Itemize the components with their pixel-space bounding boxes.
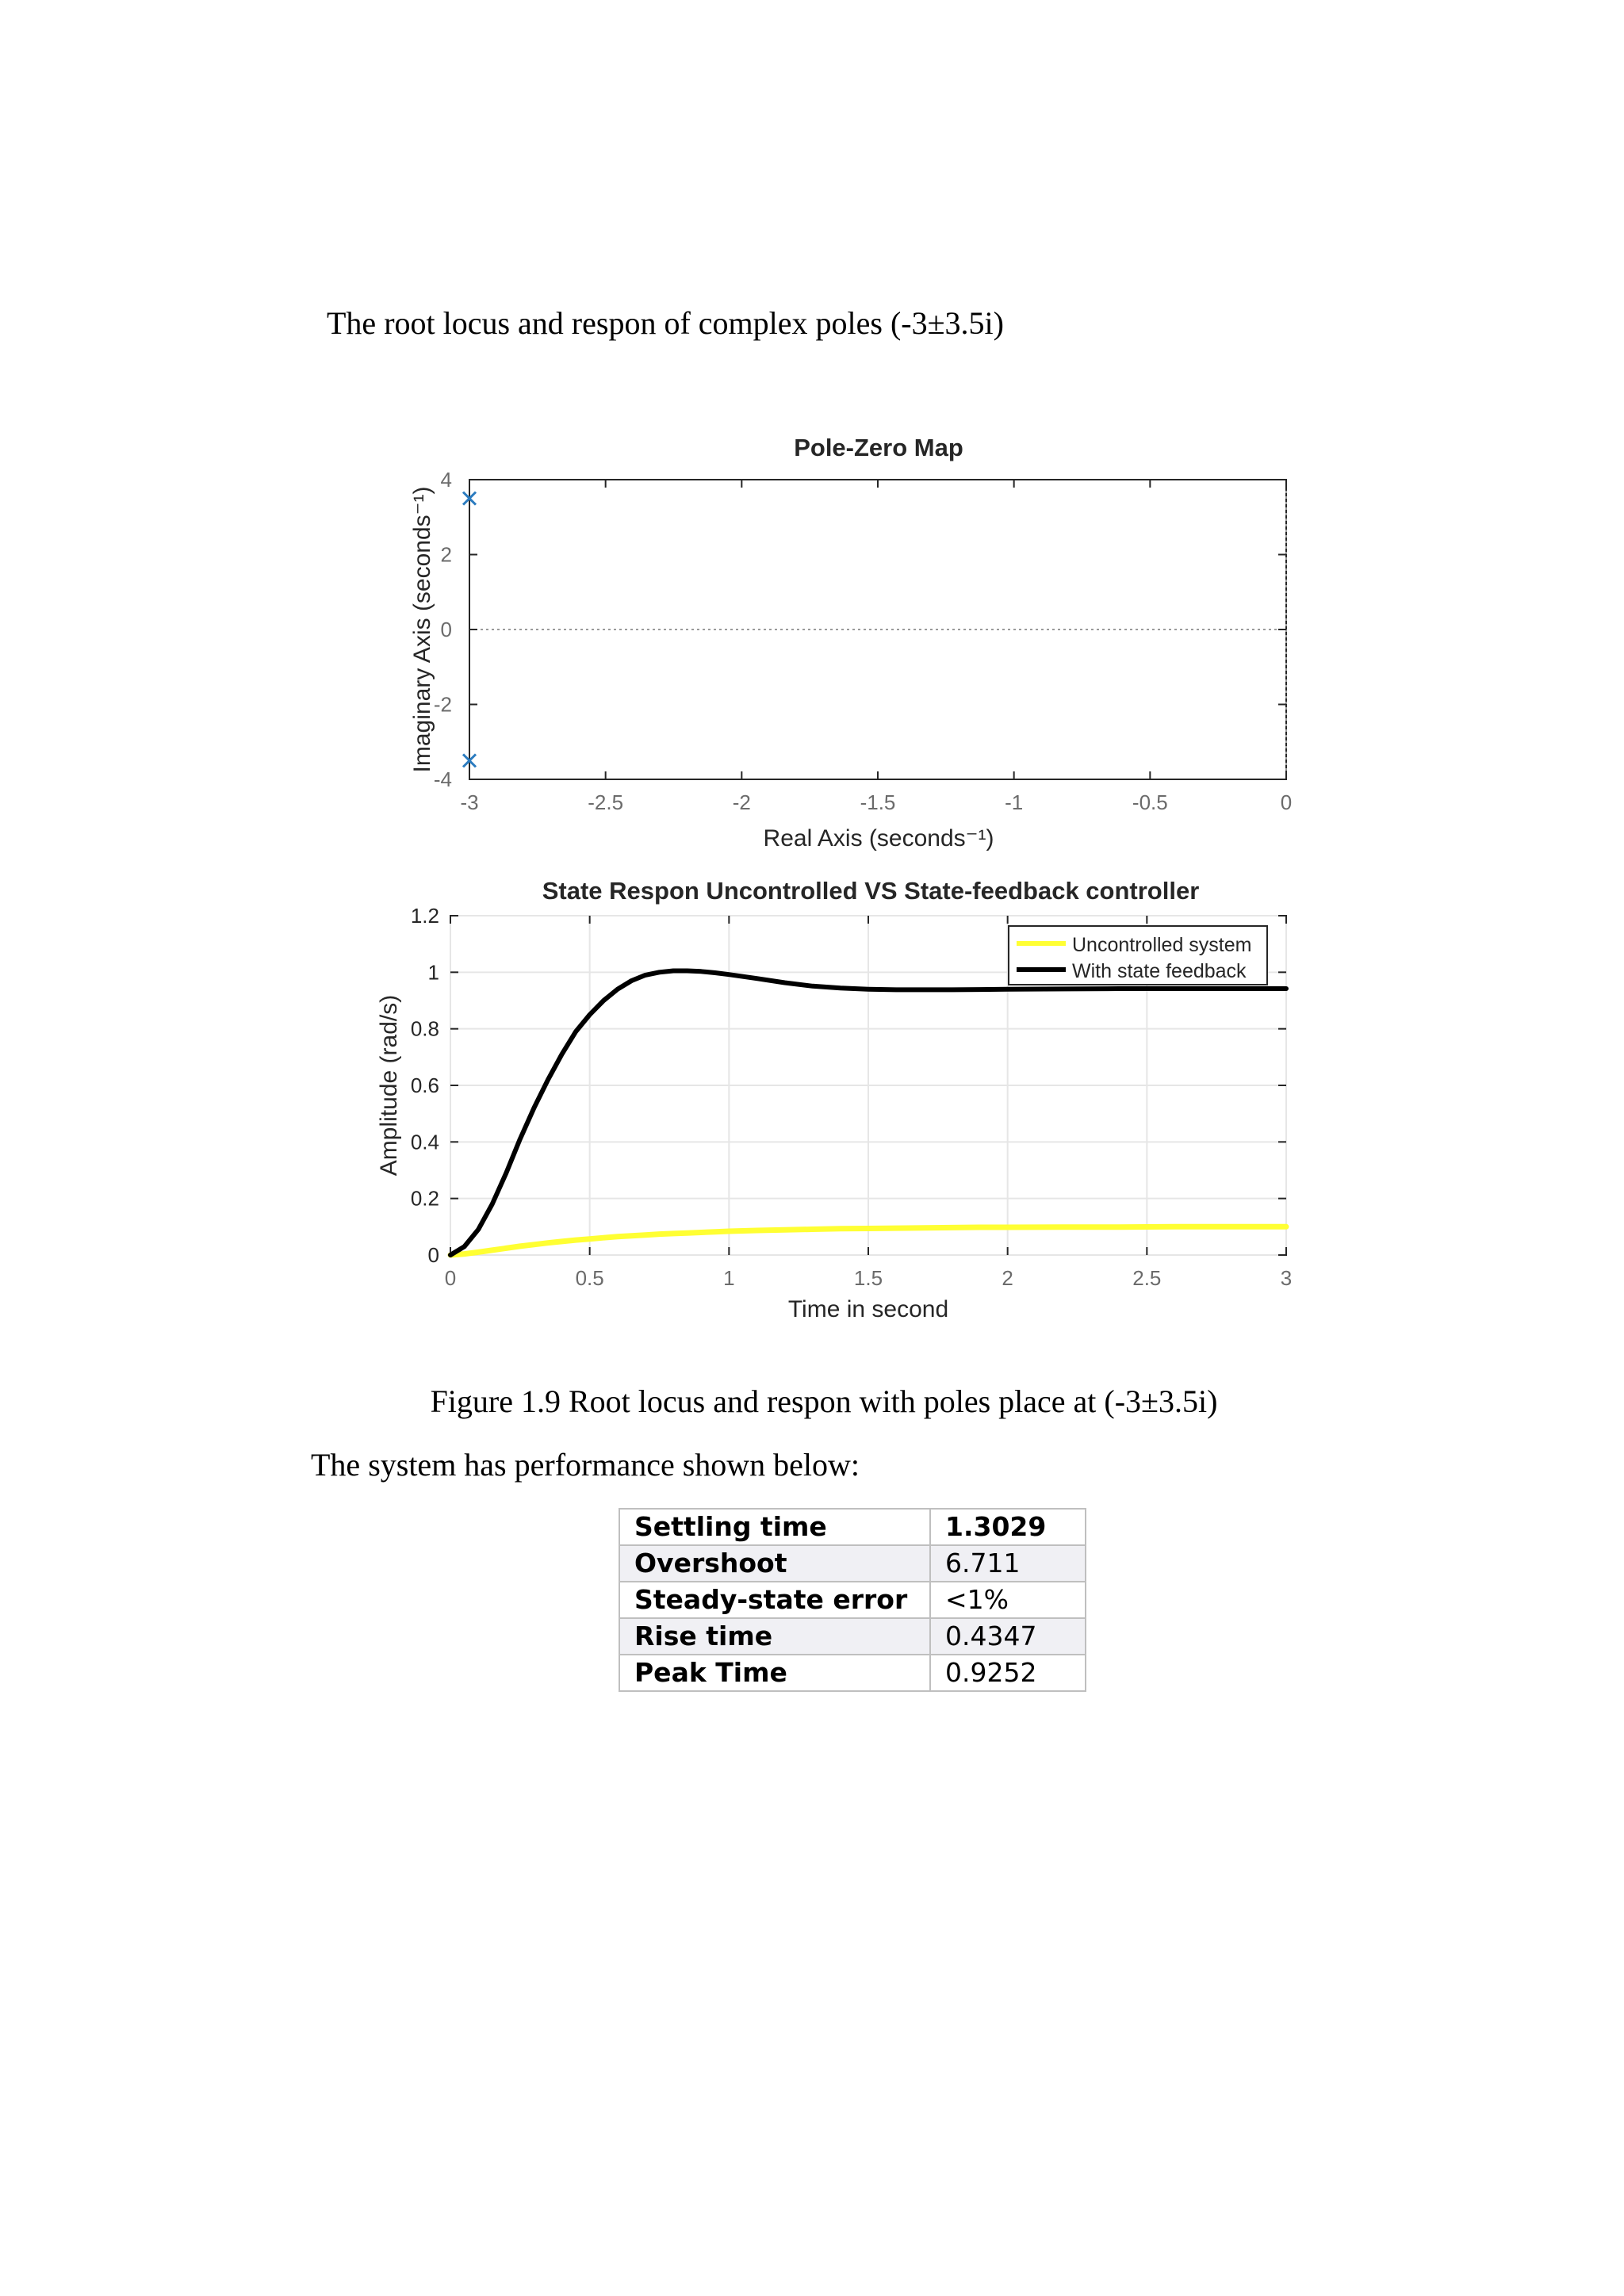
table-row — [619, 1655, 1086, 1691]
figure-1-9 — [349, 420, 1348, 1348]
legend-label-feedback: With state feedback — [1072, 960, 1247, 982]
x-tick-label: 0.5 — [575, 1266, 604, 1290]
metric-name: Peak Time — [619, 1655, 930, 1691]
y-tick-label: 2 — [440, 542, 452, 567]
x-tick-label: -1 — [1005, 790, 1024, 814]
pole-zero-xlabel: Real Axis (seconds⁻¹) — [763, 825, 994, 851]
intro-text: The root locus and respon of complex poles (-3±3.5i) — [327, 305, 1004, 341]
table-row — [619, 1545, 1086, 1582]
figure-svg — [349, 420, 1348, 1348]
y-tick-label: 0 — [427, 1243, 439, 1267]
y-tick-label: 4 — [440, 468, 452, 492]
state-response-chart — [376, 877, 1292, 1322]
metric-value: 0.4347 — [930, 1618, 1086, 1655]
figure-caption: Figure 1.9 Root locus and respon with poles place at (-3±3.5i) — [430, 1383, 1218, 1419]
y-tick-label: -4 — [433, 767, 452, 791]
pole-zero-title: Pole-Zero Map — [794, 434, 963, 461]
x-tick-label: 1 — [723, 1266, 735, 1290]
performance-table — [619, 1508, 1086, 1692]
metric-name: Steady-state error — [619, 1582, 930, 1618]
y-tick-label: 0.2 — [410, 1186, 439, 1211]
y-tick-label: -2 — [433, 692, 452, 717]
x-tick-label: -1.5 — [860, 790, 896, 814]
table-row — [619, 1582, 1086, 1618]
pole-zero-map — [409, 434, 1292, 851]
x-tick-label: 1.5 — [853, 1266, 883, 1290]
x-tick-label: 0 — [1280, 790, 1293, 814]
table-row — [619, 1509, 1086, 1545]
metric-value: 0.9252 — [930, 1655, 1086, 1691]
state-response-xlabel: Time in second — [787, 1296, 949, 1322]
x-tick-label: -2 — [732, 790, 751, 814]
legend-label-uncontrolled: Uncontrolled system — [1072, 934, 1252, 956]
x-tick-label: 0 — [444, 1266, 457, 1290]
x-tick-label: -3 — [460, 790, 479, 814]
y-tick-label: 1.2 — [410, 904, 439, 928]
y-tick-label: 0 — [440, 618, 452, 641]
x-tick-label: 2 — [1002, 1266, 1013, 1290]
y-tick-label: 0.4 — [410, 1130, 439, 1154]
state-response-title: State Respon Uncontrolled VS State-feedback controller — [542, 877, 1200, 905]
y-tick-label: 0.6 — [410, 1073, 439, 1097]
y-tick-label: 0.8 — [410, 1016, 439, 1041]
y-tick-label: 1 — [427, 960, 439, 985]
table-row — [619, 1618, 1086, 1655]
pole-zero-ylabel: Imaginary Axis (seconds⁻¹) — [409, 486, 435, 773]
legend — [1009, 926, 1267, 985]
performance-intro: The system has performance shown below: — [311, 1447, 860, 1483]
x-tick-label: -2.5 — [588, 790, 624, 814]
x-tick-label: 2.5 — [1132, 1266, 1162, 1290]
x-tick-label: -0.5 — [1132, 790, 1168, 814]
metric-value: 6.711 — [930, 1545, 1086, 1582]
metric-name: Overshoot — [619, 1545, 930, 1582]
metric-name: Settling time — [619, 1509, 930, 1545]
x-tick-label: 3 — [1280, 1266, 1293, 1290]
state-response-ylabel: Amplitude (rad/s) — [376, 994, 402, 1177]
metric-value: <1% — [930, 1582, 1086, 1618]
metric-name: Rise time — [619, 1618, 930, 1655]
metric-value: 1.3029 — [930, 1509, 1086, 1545]
